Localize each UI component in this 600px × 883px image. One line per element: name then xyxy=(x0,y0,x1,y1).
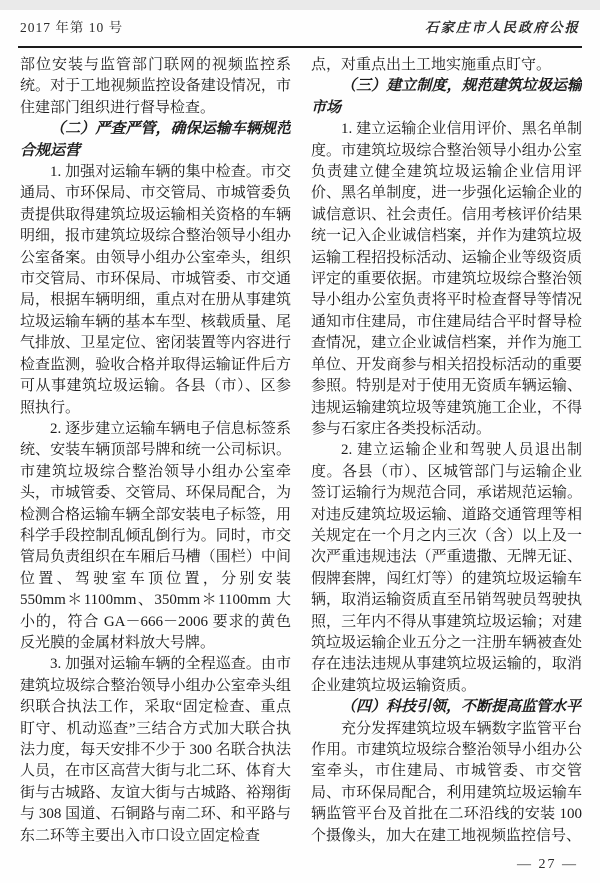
numbered-paragraph-exit-system: 2. 建立运输企业和驾驶人员退出制度。各县（市）、区城管部门与运输企业签订运输行为规范合同，承诺规范运输。对违反建筑垃圾运输、道路交通管理等相关规定在一个月之内三次（含）以上及一次严重违规违法（严重遗撒、无牌无证、假牌套牌，闯红灯等）的建筑垃圾运输车辆，取消运输资质直至吊销驾驶员驾驶执照，三年内不得从事建筑垃圾运输；对建筑垃圾运输企业五分之一注册车辆被查处存在违法违规从事建筑垃圾运输的，取消企业建筑垃圾运输资质。 xyxy=(311,442,582,694)
numbered-paragraph-full-route-patrol: 3. 加强对运输车辆的全程巡查。由市建筑垃圾综合整治领导小组办公室牵头组织联合执法工作，采取“固定检查、重点盯守、机动巡查”三结合方式加大联合执法力度，每天安排不少于 300 名联合执法人员，在市区高营大街与北二环、体育大街与古城路、友谊大街与古城路、裕翔街与 308 国道、石铜路与南二环、和平路与东二环等主要出入市口设立固定检查 xyxy=(20,656,291,844)
numbered-paragraph-credit-blacklist: 1. 建立运输企业信用评价、黑名单制度。市建筑垃圾综合整治领导小组办公室负责建立健全建筑垃圾运输企业信用评价、黑名单制度，进一步强化运输企业的诚信意识、社会责任。信用考核评价结果统一记入企业诚信档案，并作为建筑垃圾运输工程招投标活动、运输企业等级资质评定的重要依据。市建筑垃圾综合整治领导小组办公室负责将平时检查督导等情况通知市住建局，市住建局结合平时督导检查情况，建立企业诚信档案，并作为施工单位、开发商参与相关招投标活动的重要参照。特别是对于使用无资质车辆运输、违规运输建筑垃圾等建筑施工企业，不得参与石家庄各类投标活动。 xyxy=(311,121,582,437)
header-gazette-title: 石家庄市人民政府公报 xyxy=(425,20,580,35)
right-column xyxy=(311,55,582,848)
header-rule xyxy=(18,46,582,48)
page-header xyxy=(20,16,580,36)
page-footer xyxy=(517,857,578,873)
continuation-paragraph-video-monitoring: 部位安装与监管部门联网的视频监控系统。对于工地视频监控设备建设情况，市住建部门组织进行督导检查。 xyxy=(20,57,291,116)
document-body xyxy=(20,55,582,848)
page-number: — 27 — xyxy=(517,857,578,872)
section-heading-4: （四）科技引领，不断提高监管水平 xyxy=(341,699,582,716)
paragraph-digital-supervision-platform: 充分发挥建筑垃圾车辆数字监管平台作用。市建筑垃圾综合整治领导小组办公室牵头，市住建局、市城管委、市交管局、市环保局配合，利用建筑垃圾运输车辆监管平台及首批在二环沿线的安装 100 个摄像头，加大在建工地视频监控信号、 xyxy=(311,720,582,844)
section-heading-3: （三）建立制度，规范建筑垃圾运输市场 xyxy=(311,78,582,116)
section-heading-2: （二）严查严管，确保运输车辆规范合规运营 xyxy=(20,121,291,159)
header-issue-number: 2017 年第 10 号 xyxy=(20,20,124,35)
numbered-paragraph-vehicle-inspection: 1. 加强对运输车辆的集中检查。市交通局、市环保局、市交管局、市城管委负责提供取得建筑垃圾运输相关资格的车辆明细，报市建筑垃圾综合整治领导小组办公室备案。由领导小组办公室牵头，组织市交管局、市环保局、市城管委、市交通局，根据车辆明细，重点对在册从事建筑垃圾运输车辆的基本车型、核载质量、尾气排放、卫星定位、密闭装置等内容进行检查监测，验收合格并取得运输证件后方可从事建筑垃圾运输。各县（市）、区参照执行。 xyxy=(20,164,291,416)
scan-edge-band xyxy=(0,0,600,10)
numbered-paragraph-electronic-tags: 2. 逐步建立运输车辆电子信息标签系统、安装车辆顶部号牌和统一公司标识。市建筑垃圾综合整治领导小组办公室牵头，市城管委、交管局、环保局配合，为检测合格运输车辆全部安装电子标签，用科学手段控制乱倾乱倒行为。同时，市交管局负责组织在车厢后马槽（围栏）中间位置、驾驶室车顶位置，分别安装 550mm＊1100mm、350mm＊1100mm 大小的，符合 GA－666－2006 要求的黄色反光膜的金属材料放大号牌。 xyxy=(20,420,291,651)
left-column xyxy=(20,55,291,848)
continuation-paragraph-checkpoints: 点，对重点出土工地实施重点盯守。 xyxy=(311,57,552,73)
